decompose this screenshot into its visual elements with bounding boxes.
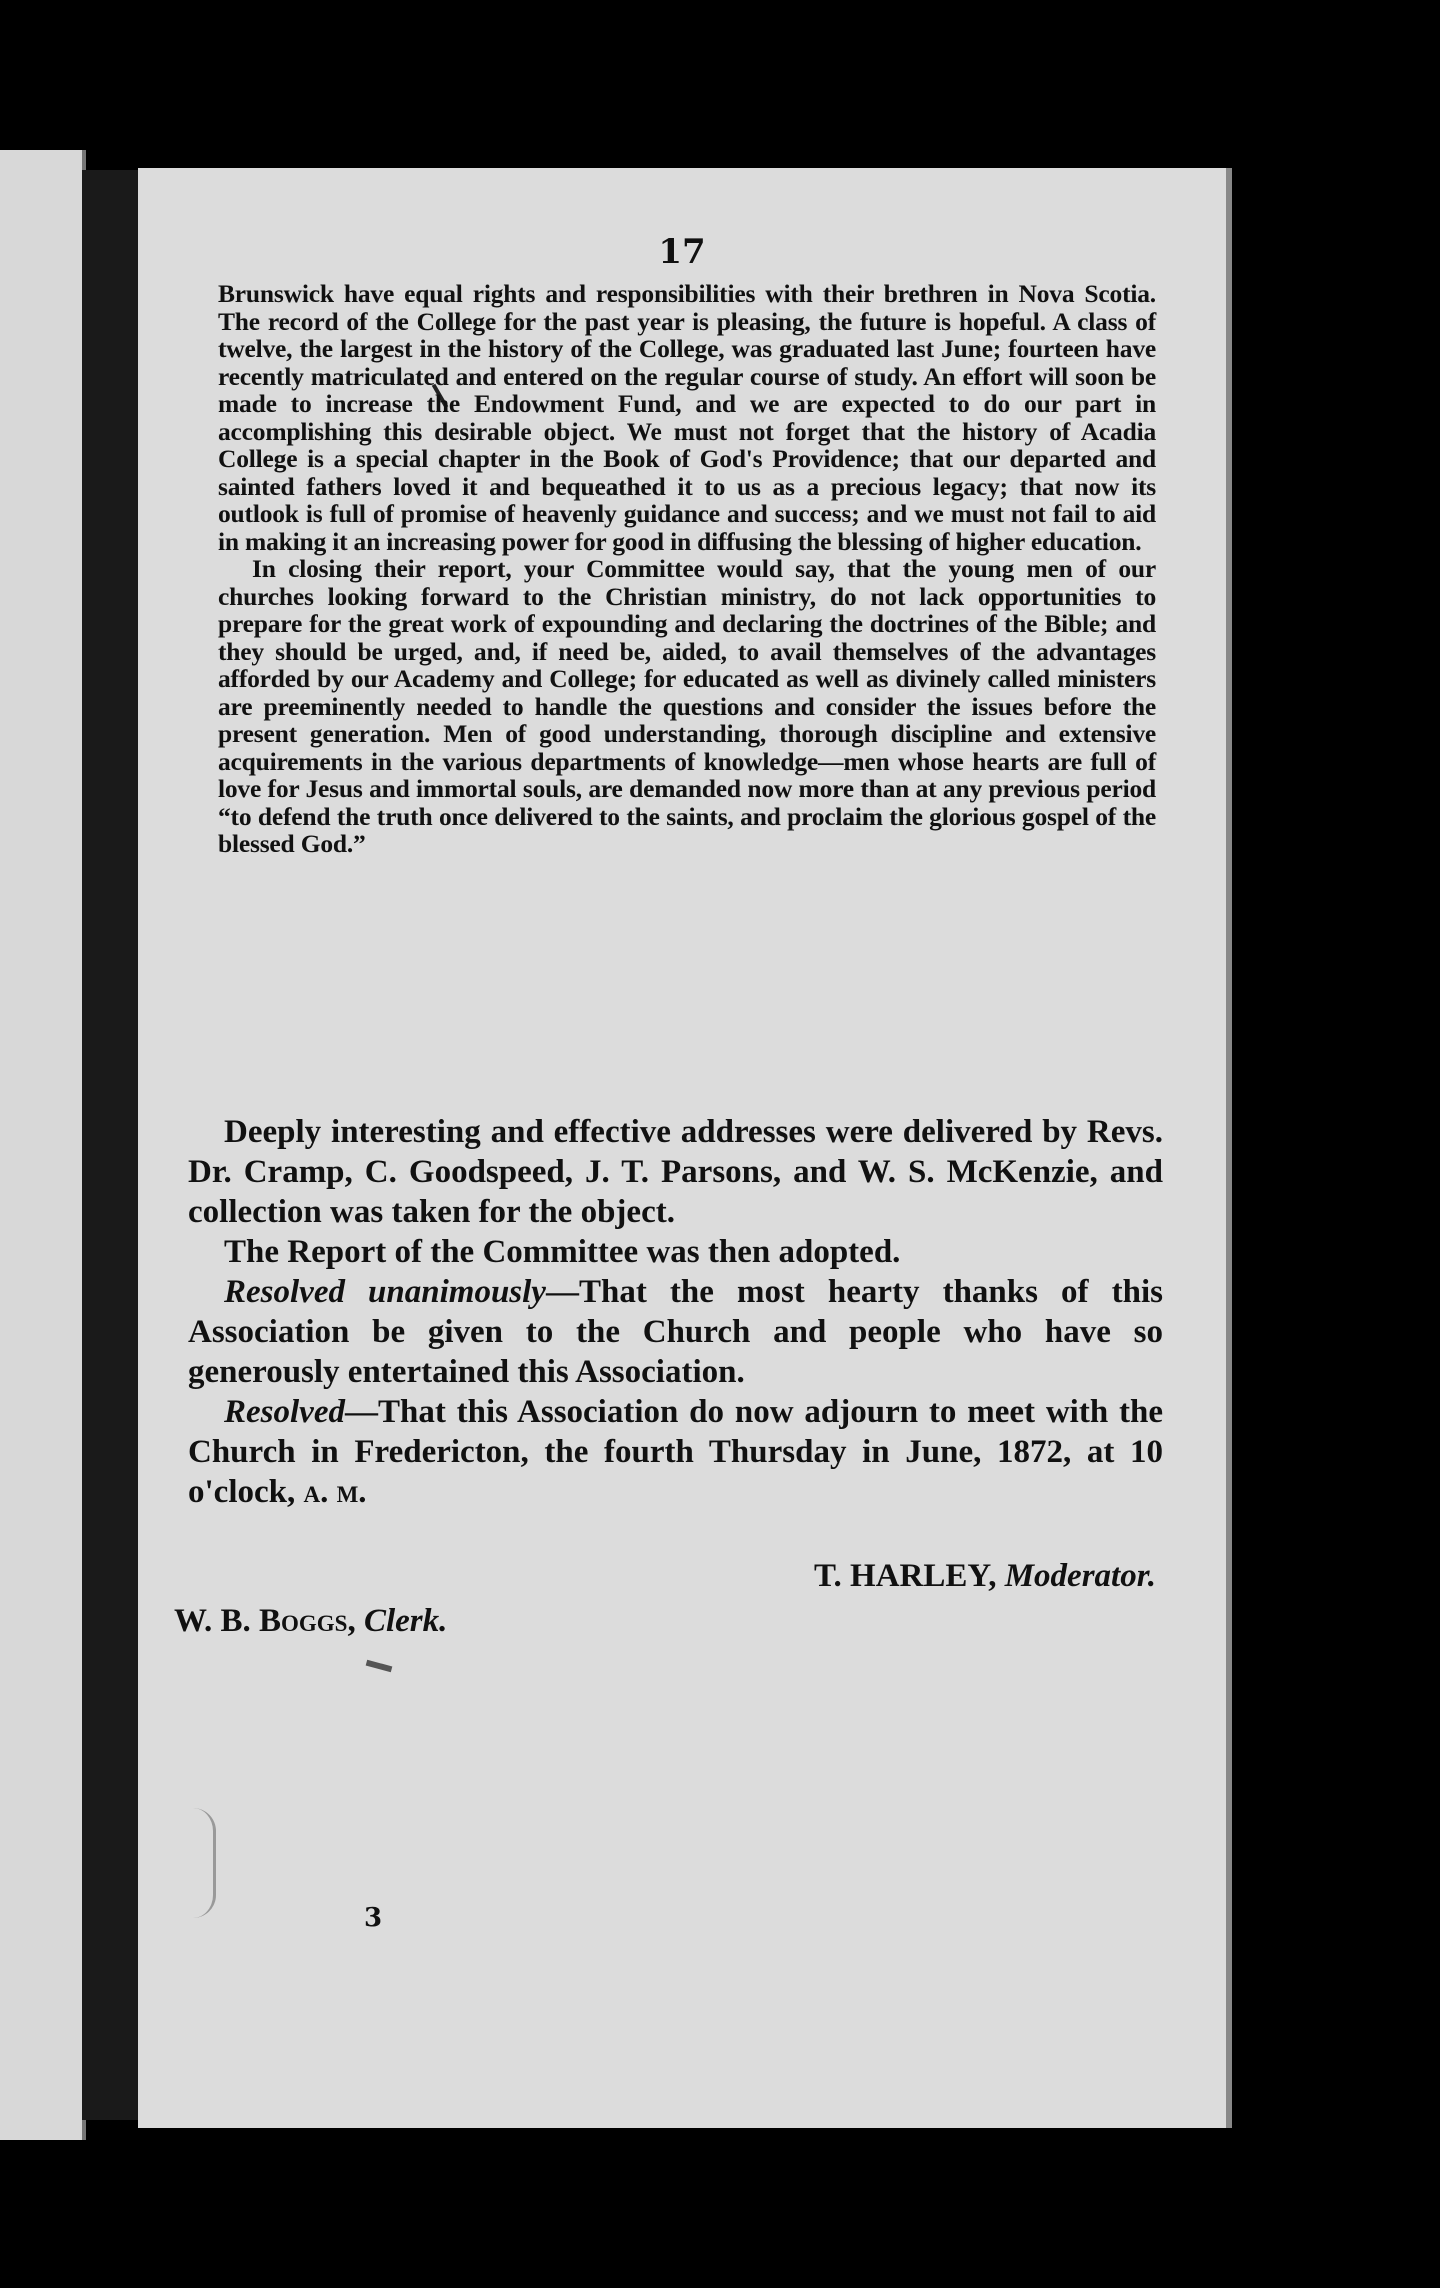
resolution-adjourn (188, 1392, 1163, 1512)
addresses-paragraph: Deeply interesting and effective addresses were delivered by Revs. Dr. Cramp, C. Goodspeed, J. T. Parsons, and W. S. McKenzie, and collection was taken for the object. (188, 1114, 1163, 1230)
report-adopted-paragraph: The Report of the Committee was then adopted. (224, 1234, 901, 1270)
page-number: 17 (658, 232, 706, 272)
resolution-thanks-text: —That the most hearty thanks of this Association be given to the Church and people who have so generously entertained this Association. (188, 1274, 1163, 1390)
resolution-adjourn-time: a. m. (303, 1474, 367, 1510)
resolution-adjourn-label: Resolved (224, 1394, 345, 1430)
resolution-adjourn-text: —That this Association do now adjourn to meet with the Church in Fredericton, the fourth Thursday in June, 1872, at 10 o'clock, (188, 1394, 1163, 1510)
margin-bracket-mark (193, 1808, 216, 1918)
clerk-surname: Boggs, (258, 1603, 356, 1639)
ink-mark (366, 1660, 393, 1673)
printer-signature-number: 3 (364, 1903, 383, 1933)
report-paragraph-college: Brunswick have equal rights and responsibilities with their brethren in Nova Scotia. The record of the College for the past year is pleasing, the future is hopeful. A class of twelve, the largest in the history of the College, was graduated last June; fourteen have recently matriculated and entered on the regular course of study. An effort will soon be made to increase the Endowment Fund, and we are expected to do our part in accomplishing this desirable object. We must not forget that the history of Acadia College is a special chapter in the Book of God's Providence; that our departed and sainted fathers loved it and bequeathed it to us as a precious legacy; that now its outlook is full of promise of heavenly guidance and success; and we must not fail to aid in making it an increasing power for good in diffusing the blessing of higher education. (218, 279, 1156, 556)
adjacent-page-edge (0, 150, 86, 2140)
moderator-name: T. HARLEY, (814, 1558, 997, 1594)
resolution-thanks-label: Resolved unanimously (224, 1274, 546, 1310)
clerk-initials: W. B. (174, 1603, 251, 1639)
moderator-title: Moderator. (1004, 1558, 1156, 1594)
document-page (138, 168, 1232, 2128)
resolution-thanks (188, 1272, 1163, 1392)
clerk-title: Clerk. (363, 1603, 448, 1639)
moderator-signature (814, 1558, 1156, 1595)
clerk-signature (174, 1603, 447, 1640)
committee-report (218, 280, 1156, 858)
association-minutes (188, 1112, 1163, 1512)
report-paragraph-ministry: In closing their report, your Committee would say, that the young men of our churches looking forward to the Christian ministry, do not lack opportunities to prepare for the great work of expounding and declaring the doctrines of the Bible; and they should be urged, and, if need be, aided, to avail themselves of the advantages afforded by our Academy and College; for educated as well as divinely called ministers are preeminently needed to handle the questions and consider the issues before the present generation. Men of good understanding, thorough discipline and extensive acquirements in the various departments of knowledge—men whose hearts are full of love for Jesus and immortal souls, are demanded now more than at any previous period “to defend the truth once delivered to the saints, and proclaim the glorious gospel of the blessed God.” (218, 554, 1156, 858)
book-gutter (82, 170, 140, 2120)
